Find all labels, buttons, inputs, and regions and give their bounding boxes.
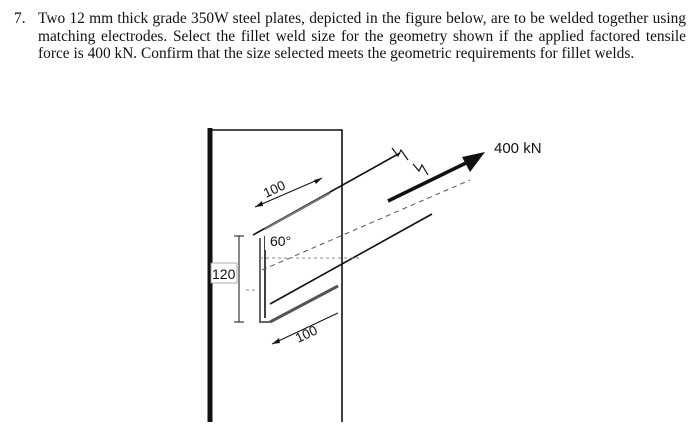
angle-label: 60° — [270, 233, 292, 249]
height-label: 120 — [212, 266, 236, 282]
break-line-bottom — [413, 164, 428, 175]
problem-number: 7. — [14, 10, 26, 27]
bottom-dim-arrow-left — [272, 338, 280, 344]
inclined-plate-bottom-edge — [270, 214, 432, 304]
plate-centerline — [260, 177, 470, 270]
force-arrow-shaft — [388, 162, 468, 201]
force-arrow-head — [462, 152, 485, 172]
break-line-top — [392, 148, 408, 160]
problem-text: Two 12 mm thick grade 350W steel plates, depicted in the figure below, are to be welded together using matching electrodes. Select the fillet weld size for the geometry shown if the applied factored tensile force is 400 kN. Confirm that the size selected meets the geometric requirements for fillet welds. — [38, 10, 686, 62]
bottom-length-label: 100 — [292, 322, 320, 346]
top-length-label: 100 — [260, 177, 288, 201]
force-label: 400 kN — [494, 140, 542, 157]
top-dim-arrow-left — [255, 201, 263, 207]
top-dim-arrow-right — [314, 178, 322, 184]
weld-bead-bottom — [270, 286, 338, 322]
